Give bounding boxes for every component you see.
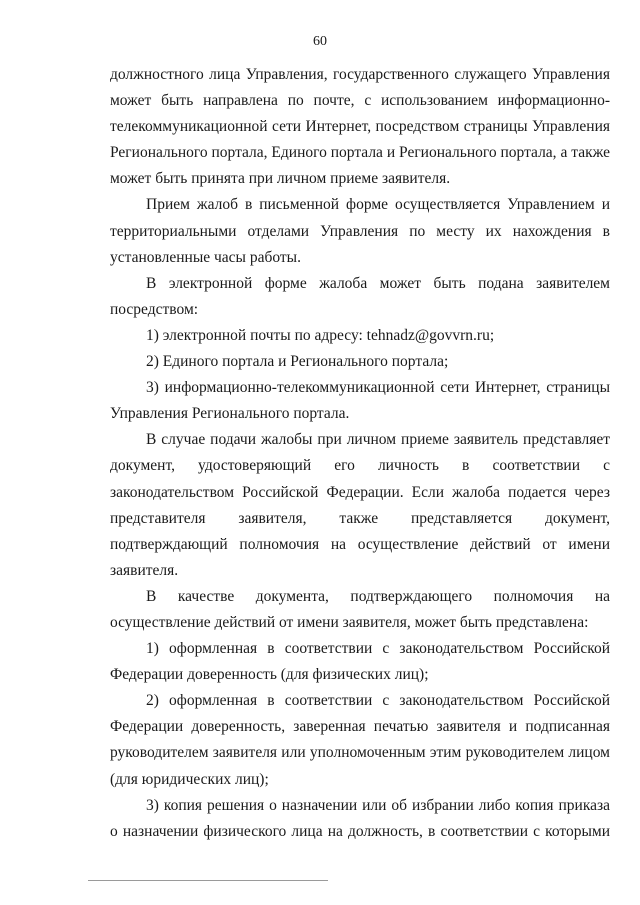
list-item-individual-power-of-attorney: 1) оформленная в соответствии с законодательством Российской Федерации доверенность (для физических лиц); <box>110 640 610 684</box>
list-item-email: 1) электронной почты по адресу: tehnadz@govvrn.ru; <box>146 326 495 344</box>
document-body <box>110 62 610 845</box>
list-item-internet: 3) информационно-телекоммуникационной сети Интернет, страницы Управления Регионального портала. <box>110 379 610 423</box>
paragraph-written-complaints: Прием жалоб в письменной форме осуществляется Управлением и территориальными отделами Управления по месту их нахождения в установленные часы работы. <box>110 196 610 266</box>
list-item-appointment-decision: 3) копия решения о назначении или об избрании либо копия приказа о назначении физического лица на должность, в соответствии с которыми <box>110 796 610 840</box>
page-number: 60 <box>313 34 327 49</box>
footer-divider <box>88 880 328 881</box>
paragraph-personal-reception: В случае подачи жалобы при личном приеме заявитель представляет документ, удостоверяющий его личность в соответствии с законодательством Российской Федерации. Если жалоба подается через представителя заявителя, также представляется документ, подтверждающий полномочия на осуществление действий от имени заявителя. <box>110 431 610 579</box>
list-item-legal-entity-power-of-attorney: 2) оформленная в соответствии с законодательством Российской Федерации доверенность, заверенная печатью заявителя и подписанная руководителем заявителя или уполномоченным этим руководителем лицом (для юридических лиц); <box>110 692 610 788</box>
paragraph-electronic-form: В электронной форме жалоба может быть подана заявителем посредством: <box>110 274 610 318</box>
paragraph-complaint-submission: должностного лица Управления, государственного служащего Управления может быть направлена по почте, с использованием информационно-телекоммуникационной сети Интернет, посредством страницы Управления Регионального портала, Единого портала и Регионального портала, а также может быть принята при личном приеме заявителя. <box>110 66 610 188</box>
paragraph-authority-document: В качестве документа, подтверждающего полномочия на осуществление действий от имени заявителя, может быть представлена: <box>110 587 610 631</box>
list-item-portals: 2) Единого портала и Регионального портала; <box>146 353 449 371</box>
